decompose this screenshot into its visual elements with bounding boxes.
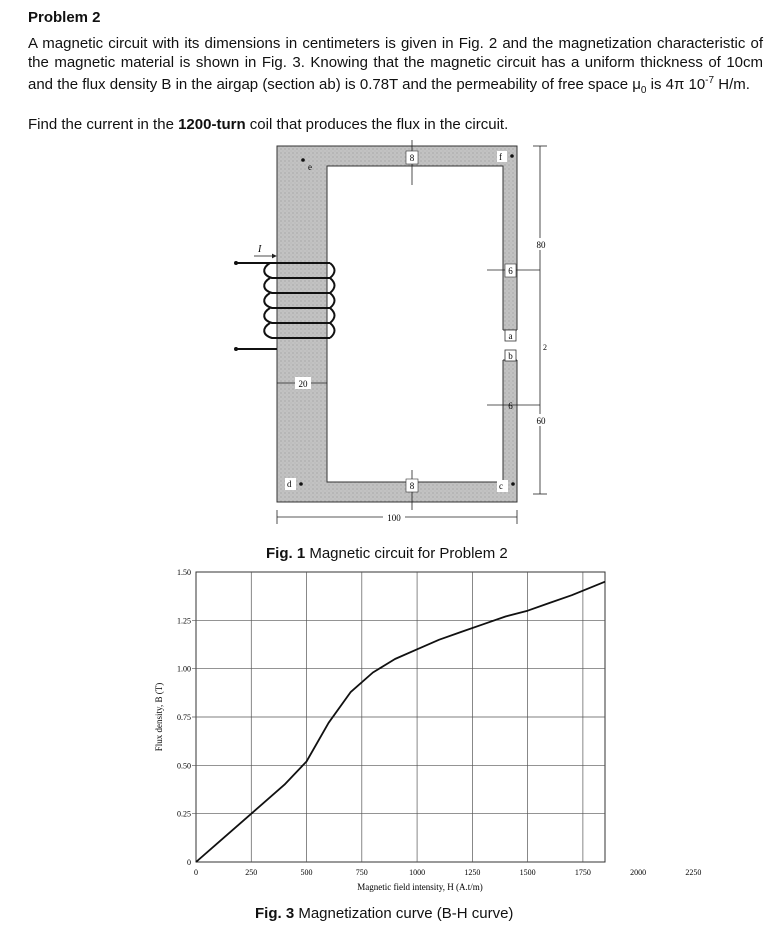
chart-ticks [177, 568, 701, 877]
y-tick-label: 0.75 [177, 713, 191, 722]
dim-right: 6 [508, 266, 513, 276]
bh-curve-line [196, 582, 605, 862]
core-right-upper [503, 146, 517, 330]
dim-right-lower: 6 [508, 401, 513, 411]
x-axis-label: Magnetic field intensity, H (A.t/m) [357, 882, 483, 892]
exponent: -7 [705, 75, 715, 86]
label-e: e [308, 162, 312, 172]
dot-d [299, 482, 303, 486]
x-tick-label: 1750 [574, 868, 591, 877]
chart-grid [192, 572, 605, 862]
dim-gap: 2 [543, 343, 547, 352]
fig3-caption [255, 905, 513, 922]
find-bold: 1200-turn [178, 116, 246, 133]
label-d: d [287, 479, 292, 489]
y-axis-label: Flux density, B (T) [154, 682, 164, 752]
x-tick-label: 500 [300, 868, 313, 877]
dim-upper-height: 80 [536, 240, 546, 250]
fig1-caption-bold: Fig. 1 [266, 545, 306, 562]
y-tick-label: 1.00 [177, 664, 191, 674]
fig3-caption-rest: Magnetization curve (B-H curve) [294, 905, 514, 922]
fig3-caption-bold: Fig. 3 [255, 905, 295, 922]
mu-subscript: 0 [640, 85, 647, 96]
chart-curve [196, 582, 605, 862]
bh-curve-chart [0, 560, 766, 900]
current-label: I [258, 244, 262, 255]
x-tick-label: 0 [194, 868, 198, 877]
x-tick-label: 2000 [630, 868, 647, 877]
label-f: f [499, 152, 502, 162]
x-tick-label: 2250 [685, 868, 702, 877]
dim-left: 20 [298, 379, 308, 389]
dim-lower-height: 60 [536, 416, 546, 426]
y-tick-label: 0 [187, 858, 191, 867]
x-tick-label: 1250 [464, 868, 481, 877]
coil-terminal-bottom [234, 347, 238, 351]
label-b: b [508, 351, 513, 361]
y-tick-label: 0.50 [177, 761, 191, 771]
statement-part-2: is 4π 10 [646, 76, 706, 93]
dot-c [511, 482, 515, 486]
dot-e [301, 158, 305, 162]
find-post: coil that produces the flux in the circuit. [245, 116, 509, 133]
y-tick-label: 0.25 [177, 809, 191, 819]
core-top-bar [277, 146, 517, 166]
find-pre: Find the current in the [28, 116, 179, 133]
x-tick-label: 1000 [409, 868, 426, 877]
problem-title: Problem 2 [28, 9, 101, 26]
core-bottom-bar [277, 482, 517, 502]
x-tick-label: 250 [245, 868, 258, 877]
x-tick-label: 1500 [519, 868, 536, 877]
dim-width: 100 [387, 513, 401, 523]
y-tick-label: 1.50 [177, 568, 191, 577]
x-tick-label: 750 [355, 868, 368, 877]
coil-terminal-top [234, 261, 238, 265]
label-a: a [508, 331, 513, 341]
dot-f [510, 154, 514, 158]
y-tick-label: 1.25 [177, 616, 191, 626]
core-window [327, 166, 503, 482]
dim-bottom: 8 [409, 481, 415, 491]
dim-top: 8 [409, 153, 415, 163]
fig1-caption-rest: Magnetic circuit for Problem 2 [305, 545, 508, 562]
label-c: c [499, 481, 503, 491]
statement-part-1: A magnetic circuit with its dimensions in centimeters is given in Fig. 2 and the magnetization characteristic of the magnetic material is shown in Fig. 3. Knowing that the magnetic circuit has a uniform thickness of 10cm and the flux density B in the airgap (section ab) is 0.78T and the permeability of free space μ [28, 35, 763, 93]
statement-part-3: H/m. [714, 76, 750, 93]
